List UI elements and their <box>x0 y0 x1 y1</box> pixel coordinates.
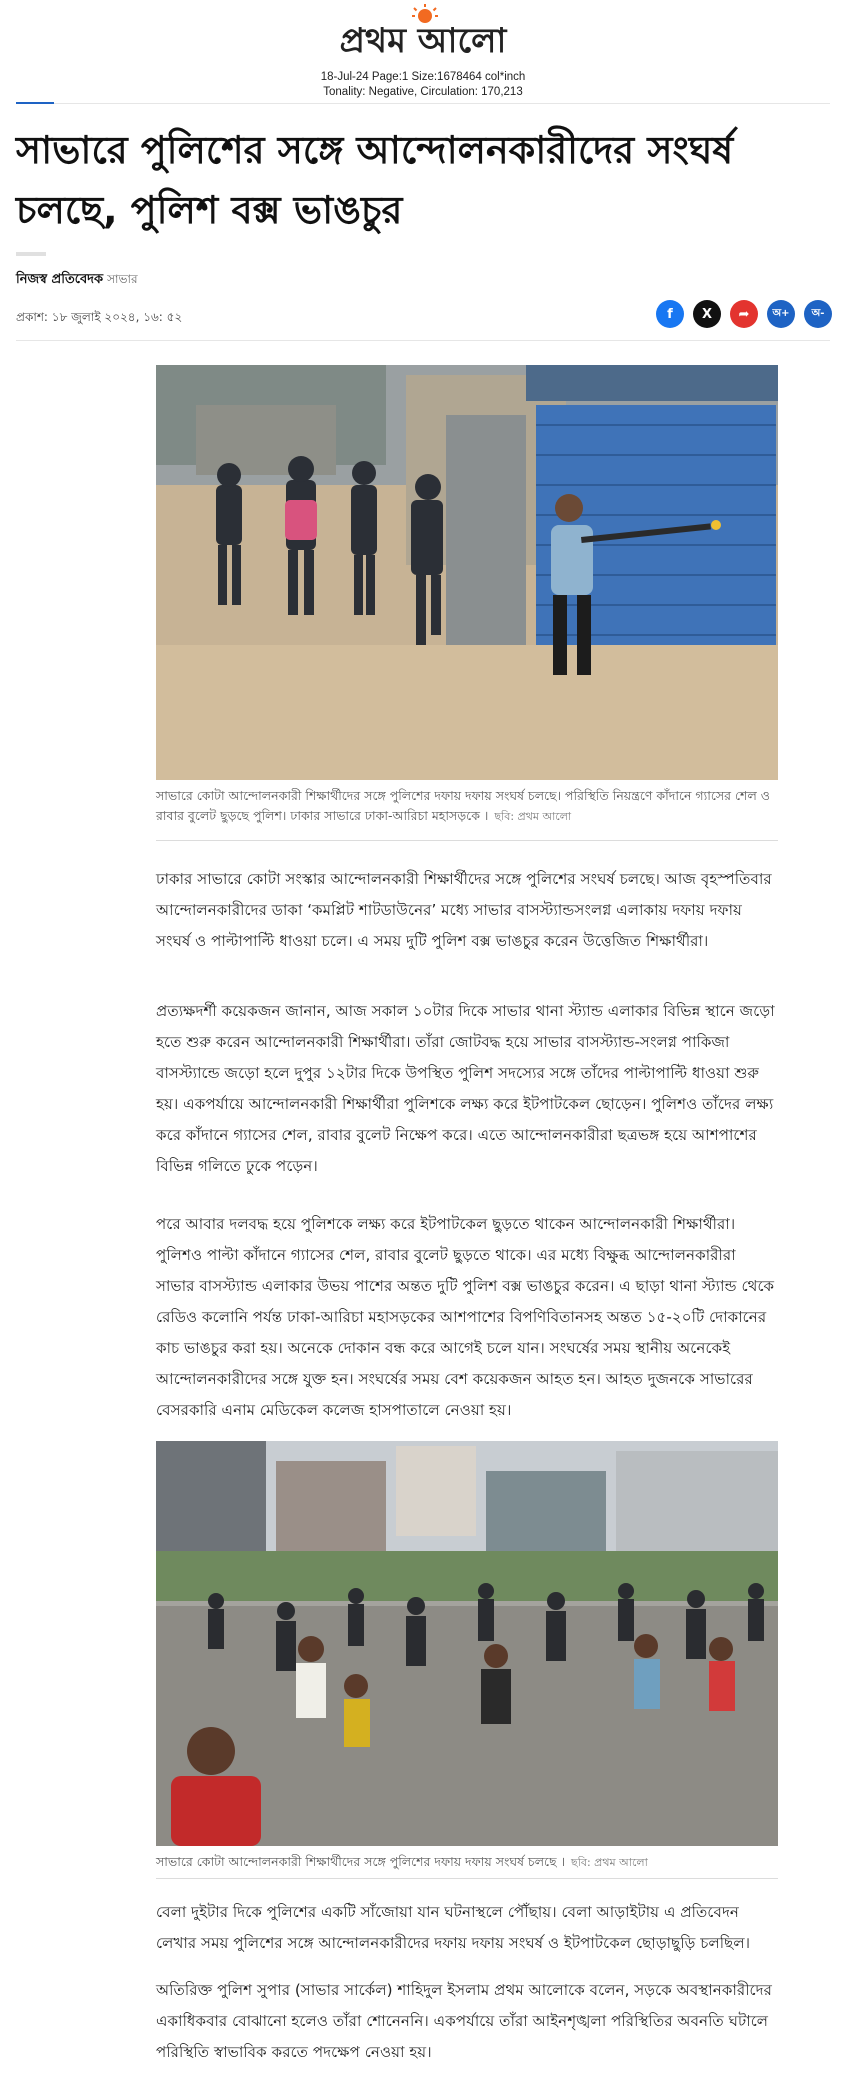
article-paragraph-5: অতিরিক্ত পুলিশ সুপার (সাভার সার্কেল) শাহিদুল ইসলাম প্রথম আলোকে বলেন, সড়কে অবস্থানকারীদের একাধিকবার বোঝানো হলেও তাঁরা শোনেননি। একপর্যায়ে তাঁরা আইনশৃঙ্খলা পরিস্থিতির অবনতি ঘটালে পরিস্থিতি স্বাভাবিক করতে পদক্ষেপ নেওয়া হয়। <box>156 1981 772 2061</box>
article-paragraph-2: প্রত্যক্ষদর্শী কয়েকজন জানান, আজ সকাল ১০টার দিকে সাভার থানা স্ট্যান্ড এলাকার বিভিন্ন স্থানে জড়ো হতে শুরু করেন আন্দোলনকারী শিক্ষার্থীরা। তাঁরা জোটবদ্ধ হয়ে সাভার বাসস্ট্যান্ড-সংলগ্ন পাকিজা বাসস্ট্যান্ডে জড়ো হলে দুপুর ১২টার দিকে উপস্থিত পুলিশ সদস্যের সঙ্গে তাঁদের পাল্টাপাল্টি ধাওয়া শুরু হয়। একপর্যায়ে আন্দোলনকারী শিক্ষার্থীরা পুলিশকে লক্ষ্য করে ইটপাটকেল ছোড়েন। পুলিশও তাঁদের লক্ষ্য করে কাঁদানে গ্যাসের শেল, রাবার বুলেট নিক্ষেপ করে। এতে আন্দোলনকারীরা ছত্রভঙ্গ হয়ে আশপাশের বিভিন্ন গলিতে ঢুকে পড়েন। <box>156 1002 775 1175</box>
header-divider <box>16 103 830 104</box>
author-name[interactable]: নিজস্ব প্রতিবেদক <box>16 272 104 287</box>
clip-line-1: 18-Jul-24 Page:1 Size:1678464 col*inch <box>320 71 526 83</box>
facebook-icon[interactable]: f <box>656 300 684 328</box>
prothom-alo-logo[interactable] <box>288 2 558 64</box>
font-decrease-icon[interactable]: অ- <box>804 300 832 328</box>
byline <box>16 270 138 291</box>
share-bar <box>656 300 832 328</box>
section-accent-bar <box>16 102 54 104</box>
clip-line-2: Tonality: Negative, Circulation: 170,213 <box>323 86 523 98</box>
author-location: সাভার <box>107 272 138 286</box>
logo-text: প্রথম আলো <box>339 21 507 61</box>
photo2-caption <box>156 1852 778 1873</box>
article-photo-protesters[interactable] <box>156 1441 778 1846</box>
article-paragraph-1: ঢাকার সাভারে কোটা সংস্কার আন্দোলনকারী শিক্ষার্থীদের সঙ্গে পুলিশের সংঘর্ষ চলছে। আজ বৃহস্পতিবার আন্দোলনকারীদের ডাকা ‘কমপ্লিট শাটডাউনের’ মধ্যে সাভার বাসস্ট্যান্ডসংলগ্ন এলাকায় দফায় দফায় সংঘর্ষ ও পাল্টাপাল্টি ধাওয়া চলে। এ সময় দুটি পুলিশ বক্স ভাঙচুর করেন উত্তেজিত শিক্ষার্থীরা। <box>156 870 772 950</box>
photo2-credit: ছবি: প্রথম আলো <box>571 1856 648 1869</box>
published-time: প্রকাশ: ১৮ জুলাই ২০২৪, ১৬: ৫২ <box>16 310 183 324</box>
photo1-credit: ছবি: প্রথম আলো <box>494 810 572 823</box>
meta-divider <box>16 340 830 341</box>
photo1-caption-divider <box>156 840 778 841</box>
photo2-caption-text: সাভারে কোটা আন্দোলনকারী শিক্ষার্থীদের সঙ্গে পুলিশের দফায় দফায় সংঘর্ষ চলছে । <box>156 1854 566 1869</box>
font-increase-icon[interactable]: অ+ <box>767 300 795 328</box>
police-clash-photo <box>156 365 778 780</box>
photo1-caption-text: সাভারে কোটা আন্দোলনকারী শিক্ষার্থীদের সঙ্গে পুলিশের দফায় দফায় সংঘর্ষ চলছে। পরিস্থিতি নিয়ন্ত্রণে কাঁদানে গ্যাসের শেল ও রাবার বুলেট ছুড়ছে পুলিশ। ঢাকার সাভারে ঢাকা-আরিচা মহাসড়কে । <box>156 788 770 823</box>
protesters-running-photo <box>156 1441 778 1846</box>
share-icon[interactable]: ➦ <box>730 300 758 328</box>
photo1-caption <box>156 786 778 827</box>
masthead <box>0 0 846 100</box>
photo2-caption-divider <box>156 1878 778 1879</box>
byline-marker <box>16 252 46 256</box>
article-headline: সাভারে পুলিশের সঙ্গে আন্দোলনকারীদের সংঘর্ষ চলছে, পুলিশ বক্স ভাঙচুর <box>16 128 734 232</box>
clipping-meta <box>0 70 846 100</box>
article-paragraph-4: বেলা দুইটার দিকে পুলিশের একটি সাঁজোয়া যান ঘটনাস্থলে পৌঁছায়। বেলা আড়াইটায় এ প্রতিবেদন লেখার সময় পুলিশের সঙ্গে আন্দোলনকারীদের দফায় দফায় সংঘর্ষ ও ইটপাটকেল ছোড়াছুড়ি চলছিল। <box>156 1903 751 1952</box>
article-paragraph-3: পরে আবার দলবদ্ধ হয়ে পুলিশকে লক্ষ্য করে ইটপাটকেল ছুড়তে থাকেন আন্দোলনকারী শিক্ষার্থীরা। পুলিশও পাল্টা কাঁদানে গ্যাসের শেল, রাবার বুলেট ছুড়তে থাকে। এর মধ্যে বিক্ষুব্ধ আন্দোলনকারীরা সাভার বাসস্ট্যান্ড এলাকার উভয় পাশের অন্তত দুটি পুলিশ বক্স ভাঙচুর করেন। এ ছাড়া থানা স্ট্যান্ড থেকে রেডিও কলোনি পর্যন্ত ঢাকা-আরিচা মহাসড়কের আশপাশের বিপণিবিতানসহ অন্তত ১৫-২০টি দোকানের কাচ ভাঙচুর করা হয়। অনেকে দোকান বন্ধ করে আগেই চলে যান। সংঘর্ষের সময় স্থানীয় অনেকেই আন্দোলনকারীদের সঙ্গে যুক্ত হন। সংঘর্ষের সময় বেশ কয়েকজন আহত হন। আহত দুজনকে সাভারের বেসরকারি এনাম মেডিকেল কলেজ হাসপাতালে নেওয়া হয়। <box>156 1215 775 1419</box>
article-photo-police[interactable] <box>156 365 778 780</box>
x-icon[interactable]: X <box>693 300 721 328</box>
